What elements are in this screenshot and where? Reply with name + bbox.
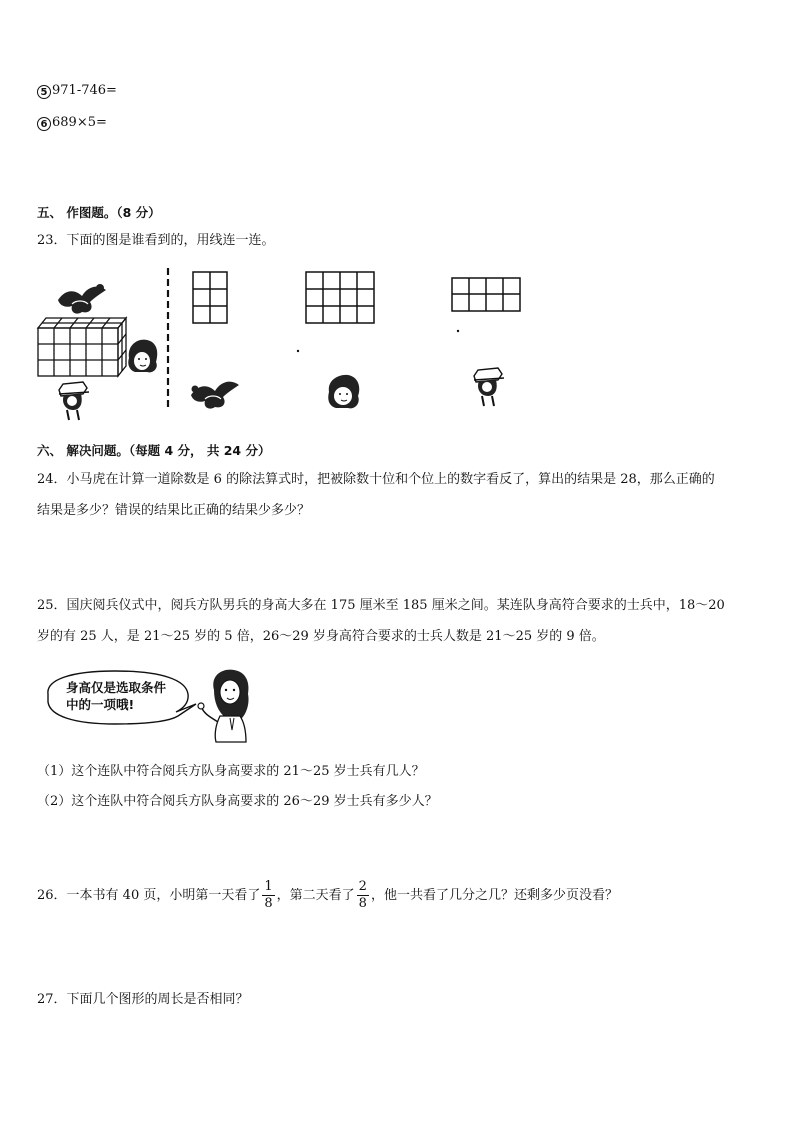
question-25-line2: 岁的有 25 人，是 21～25 岁的 5 倍，26～29 岁身高符合要求的士兵人数是 21～25 岁的 9 倍。 — [37, 629, 605, 644]
circled-number-6: 6 — [37, 117, 51, 131]
question-25-sub2: （2）这个连队中符合阅兵方队身高要求的 26～29 岁士兵有多少人？ — [37, 794, 438, 809]
calc-expression-6: 689×5= — [52, 115, 107, 130]
question-25-sub1: （1）这个连队中符合阅兵方队身高要求的 21～25 岁士兵有几人？ — [37, 764, 425, 779]
q26-text-part1: 26．一本书有 40 页，小明第一天看了 — [37, 888, 261, 903]
circled-number-5: 5 — [37, 85, 51, 99]
bubble-line-2: 中的一项哦! — [66, 697, 135, 712]
question-24-line2: 结果是多少？错误的结果比正确的结果少多少？ — [37, 503, 311, 518]
question-23: 23．下面的图是谁看到的，用线连一连。 — [37, 233, 275, 248]
section5-heading: 五、 作图题。（8 分） — [37, 205, 161, 220]
bubble-line-1: 身高仅是选取条件 — [66, 680, 167, 695]
section6-heading: 六、 解决问题。（每题 4 分， 共 24 分） — [37, 443, 271, 458]
question-26 — [37, 879, 618, 912]
question-25-line1: 25．国庆阅兵仪式中，阅兵方队男兵的身高大多在 175 厘米至 185 厘米之间。某连队身高符合要求的士兵中，18～20 — [37, 598, 725, 613]
woman-teacher-icon — [198, 670, 249, 742]
fraction-two-eighths: $\frac{2}{8}$ — [358, 879, 367, 911]
q26-text-part2: ，第二天看了 — [276, 888, 355, 903]
question-27: 27．下面几个图形的周长是否相同？ — [37, 992, 249, 1007]
question-24-line1: 24．小马虎在计算一道除数是 6 的除法算式时，把被除数十位和个位上的数字看反了，算出的结果是 28，那么正确的 — [37, 472, 715, 487]
calc-expression-5: 971-746= — [52, 83, 117, 98]
fraction-one-eighth: $\frac{1}{8}$ — [264, 879, 273, 911]
speech-bubble-text — [66, 679, 166, 713]
q26-text-part3: ，他一共看了几分之几？还剩多少页没看？ — [370, 888, 618, 903]
